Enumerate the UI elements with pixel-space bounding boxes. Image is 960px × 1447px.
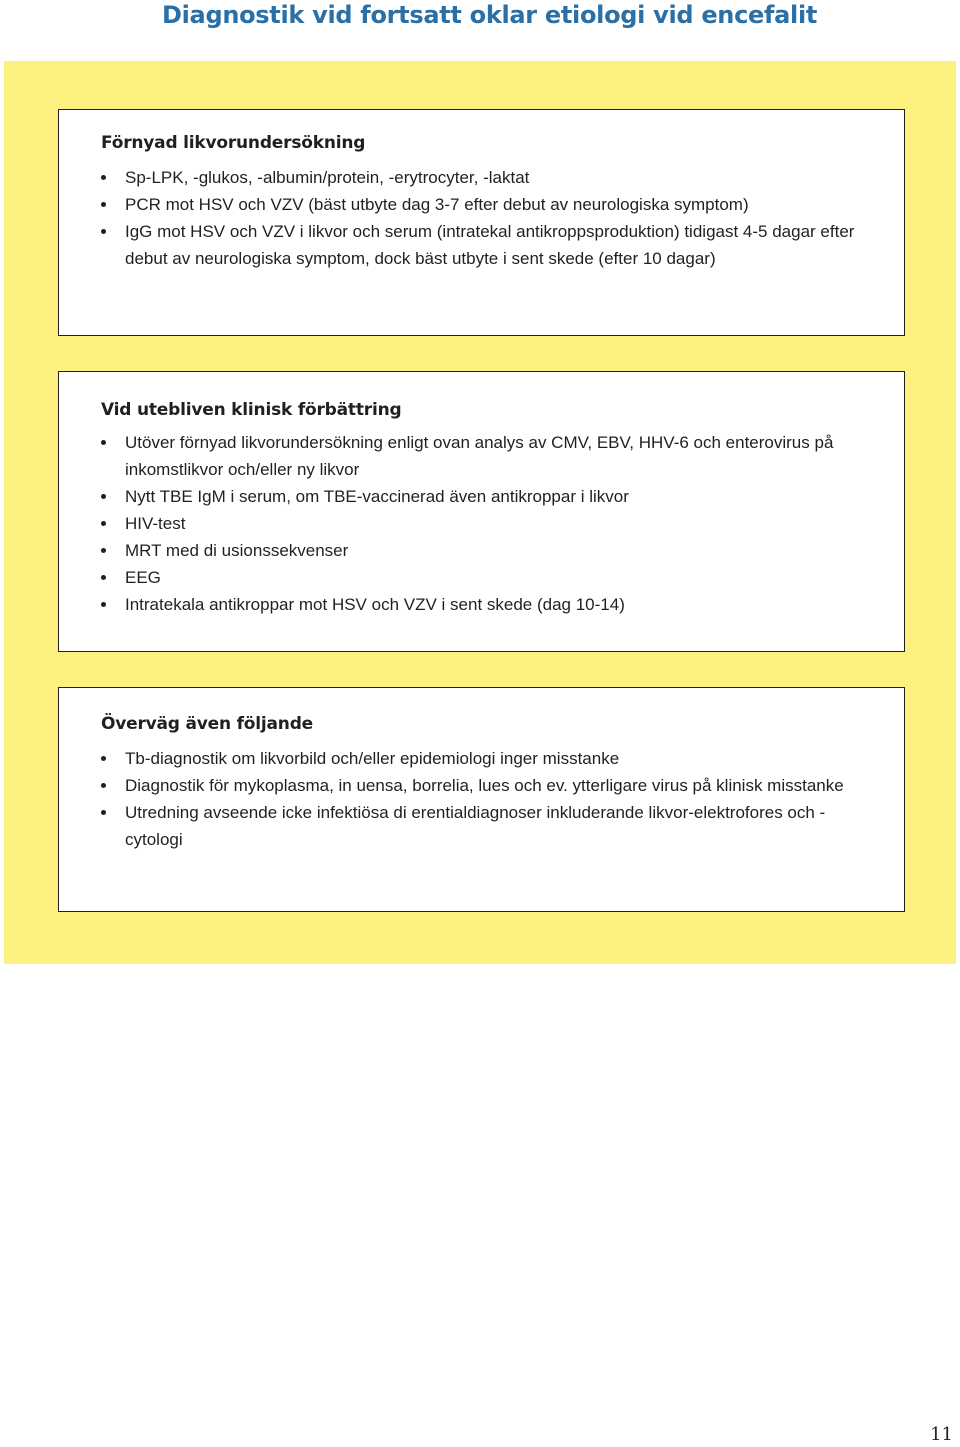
bullet-icon: [101, 202, 106, 207]
bullet-icon: [101, 756, 106, 761]
list-item: [101, 218, 874, 272]
list-item-text: Utredning avseende icke infektiösa di erentialdiagnoser inkluderande likvor-elektrofores och -cytologi: [125, 803, 826, 849]
list-item-text: IgG mot HSV och VZV i likvor och serum (intratekal antikroppsproduktion) tidigast 4-5 dagar efter debut av neurologiska symptom, dock bäst utbyte i sent skede (efter 10 dagar): [125, 222, 855, 268]
bullet-icon: [101, 575, 106, 580]
list-item: [101, 537, 874, 564]
list-item: [101, 745, 874, 772]
list-item-text: MRT med di usionssekvenser: [125, 541, 349, 560]
list-item: [101, 591, 874, 618]
list-item-text: Sp-LPK, -glukos, -albumin/protein, -erytrocyter, -laktat: [125, 168, 530, 187]
bullet-icon: [101, 440, 106, 445]
section-heading: Överväg även följande: [101, 714, 313, 734]
list-item-text: PCR mot HSV och VZV (bäst utbyte dag 3-7 efter debut av neurologiska symptom): [125, 195, 749, 214]
section-heading: Vid utebliven klinisk förbättring: [101, 400, 402, 420]
bullet-icon: [101, 810, 106, 815]
bullet-icon: [101, 494, 106, 499]
list-item: [101, 772, 874, 799]
list-item: [101, 164, 874, 191]
bullet-icon: [101, 521, 106, 526]
list-item: [101, 191, 874, 218]
list-item-text: Intratekala antikroppar mot HSV och VZV i sent skede (dag 10-14): [125, 595, 625, 614]
page-number: 11: [930, 1424, 953, 1445]
list-item: [101, 564, 874, 591]
list-item: [101, 799, 874, 853]
list-item-text: EEG: [125, 568, 161, 587]
bullet-list: [101, 429, 874, 618]
bullet-icon: [101, 175, 106, 180]
bullet-icon: [101, 783, 106, 788]
bullet-icon: [101, 548, 106, 553]
bullet-list: [101, 745, 874, 853]
list-item-text: Tb-diagnostik om likvorbild och/eller epidemiologi inger misstanke: [125, 749, 620, 768]
bullet-icon: [101, 602, 106, 607]
section-vid-utebliven-klinisk-forbattring: [58, 371, 905, 652]
list-item-text: Utöver förnyad likvorundersökning enligt ovan analys av CMV, EBV, HHV-6 och enterovirus på inkomstlikvor och/eller ny likvor: [125, 433, 834, 479]
list-item-text: Diagnostik för mykoplasma, in uensa, borrelia, lues och ev. ytterligare virus på klinisk misstanke: [125, 776, 844, 795]
list-item-text: Nytt TBE IgM i serum, om TBE-vaccinerad även antikroppar i likvor: [125, 487, 629, 506]
page-title: Diagnostik vid fortsatt oklar etiologi vid encefalit: [162, 1, 818, 29]
section-overvag-aven-foljande: [58, 687, 905, 912]
bullet-list: [101, 164, 874, 272]
section-heading: Förnyad likvorundersökning: [101, 133, 366, 153]
list-item: [101, 429, 874, 483]
list-item-text: HIV-test: [125, 514, 186, 533]
list-item: [101, 510, 874, 537]
bullet-icon: [101, 229, 106, 234]
section-fornyad-likvorundersokning: [58, 109, 905, 336]
list-item: [101, 483, 874, 510]
